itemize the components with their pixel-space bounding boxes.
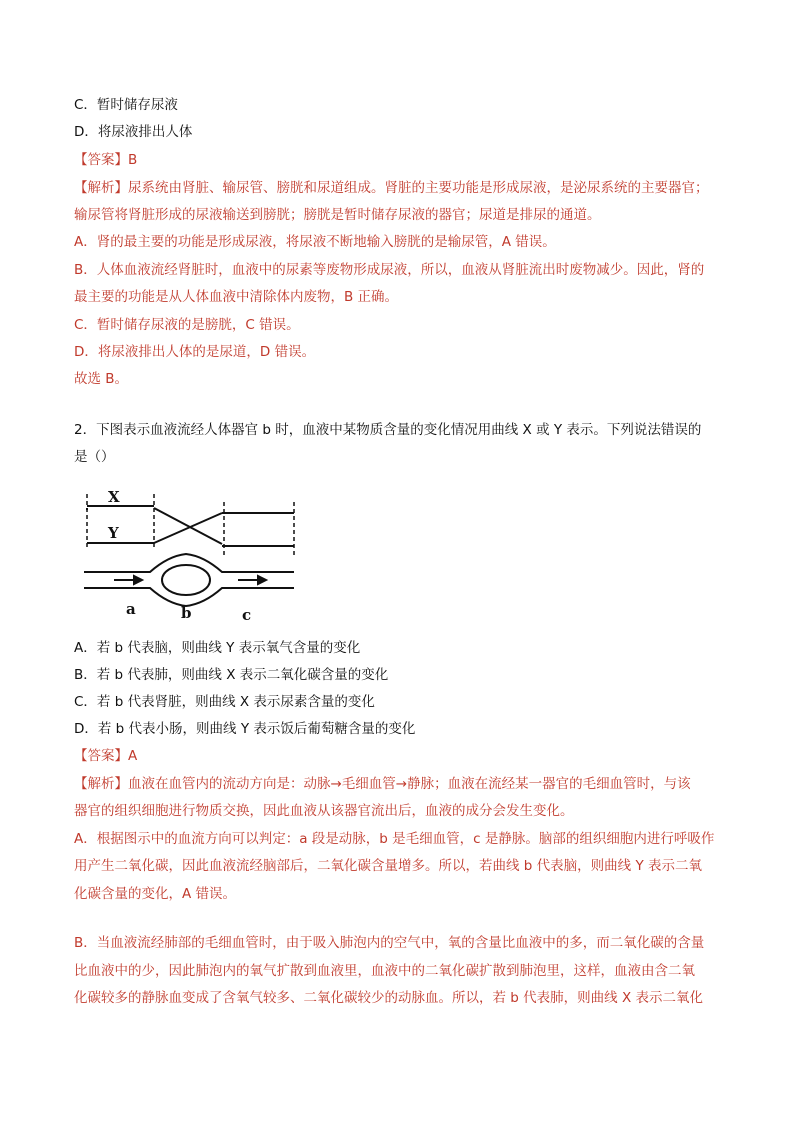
analysis-line: C．暂时储存尿液的是膀胱，C 错误。 <box>74 317 300 333</box>
analysis-line <box>74 178 709 198</box>
analysis-line: 化碳含量的变化，A 错误。 <box>74 886 237 902</box>
question-stem: 是（） <box>74 449 115 465</box>
answer-value: B <box>128 152 138 168</box>
option-c: C．暂时储存尿液 <box>74 97 178 113</box>
analysis-line: 故选 B。 <box>74 371 129 387</box>
analysis-line: D．将尿液排出人体的是尿道，D 错误。 <box>74 344 316 360</box>
answer-line <box>74 150 137 170</box>
analysis-tag: 【解析】 <box>74 180 128 196</box>
label-b: b <box>181 604 192 622</box>
option-c: C．若 b 代表肾脏，则曲线 X 表示尿素含量的变化 <box>74 694 375 710</box>
analysis-line: 输尿管将肾脏形成的尿液输送到膀胱；膀胱是暂时储存尿液的器官；尿道是排尿的通道。 <box>74 207 601 223</box>
analysis-tag: 【解析】 <box>74 776 128 792</box>
answer-tag: 【答案】 <box>74 748 128 764</box>
option-d: D．将尿液排出人体 <box>74 124 193 140</box>
analysis-text: 尿系统由肾脏、输尿管、膀胱和尿道组成。肾脏的主要功能是形成尿液，是泌尿系统的主要器官； <box>128 180 709 196</box>
option-a: A．若 b 代表脑，则曲线 Y 表示氧气含量的变化 <box>74 640 361 656</box>
analysis-line: 最主要的功能是从人体血液中清除体内废物，B 正确。 <box>74 289 399 305</box>
option-b: B．若 b 代表肺，则曲线 X 表示二氧化碳含量的变化 <box>74 667 389 683</box>
analysis-text: 血液在血管内的流动方向是：动脉→毛细血管→静脉；血液在流经某一器官的毛细血管时，与该 <box>128 776 691 792</box>
label-a: a <box>126 600 136 618</box>
option-d: D．若 b 代表小肠，则曲线 Y 表示饭后葡萄糖含量的变化 <box>74 721 416 737</box>
analysis-line: B．当血液流经肺部的毛细血管时，由于吸入肺泡内的空气中，氧的含量比血液中的多，而二氧化碳的含量 <box>74 935 705 951</box>
label-x: X <box>108 488 120 506</box>
analysis-line: 比血液中的少，因此肺泡内的氧气扩散到血液里，血液中的二氧化碳扩散到肺泡里，这样，血液由含二氧 <box>74 963 695 979</box>
analysis-line: A．根据图示中的血流方向可以判定：a 段是动脉，b 是毛细血管，c 是静脉。脑部的组织细胞内进行呼吸作 <box>74 831 715 847</box>
answer-tag: 【答案】 <box>74 152 128 168</box>
label-y: Y <box>108 524 119 542</box>
analysis-line: B．人体血液流经肾脏时，血液中的尿素等废物形成尿液，所以，血液从肾脏流出时废物减少。因此，肾的 <box>74 262 705 278</box>
analysis-line: 化碳较多的静脉血变成了含氧气较多、二氧化碳较少的动脉血。所以，若 b 代表肺，则曲线 X 表示二氧化 <box>74 990 703 1006</box>
analysis-line: 器官的组织细胞进行物质交换，因此血液从该器官流出后，血液的成分会发生变化。 <box>74 803 574 819</box>
answer-value: A <box>128 748 138 764</box>
label-c: c <box>242 606 252 622</box>
blood-flow-diagram <box>82 486 298 622</box>
answer-line <box>74 746 137 766</box>
analysis-line: 用产生二氧化碳，因此血液流经脑部后，二氧化碳含量增多。所以，若曲线 b 代表脑，则曲线 Y 表示二氧 <box>74 858 702 874</box>
question-stem: 2．下图表示血液流经人体器官 b 时，血液中某物质含量的变化情况用曲线 X 或 Y 表示。下列说法错误的 <box>74 422 702 438</box>
analysis-line <box>74 774 691 794</box>
analysis-line: A．肾的最主要的功能是形成尿液，将尿液不断地输入膀胱的是输尿管，A 错误。 <box>74 234 556 250</box>
